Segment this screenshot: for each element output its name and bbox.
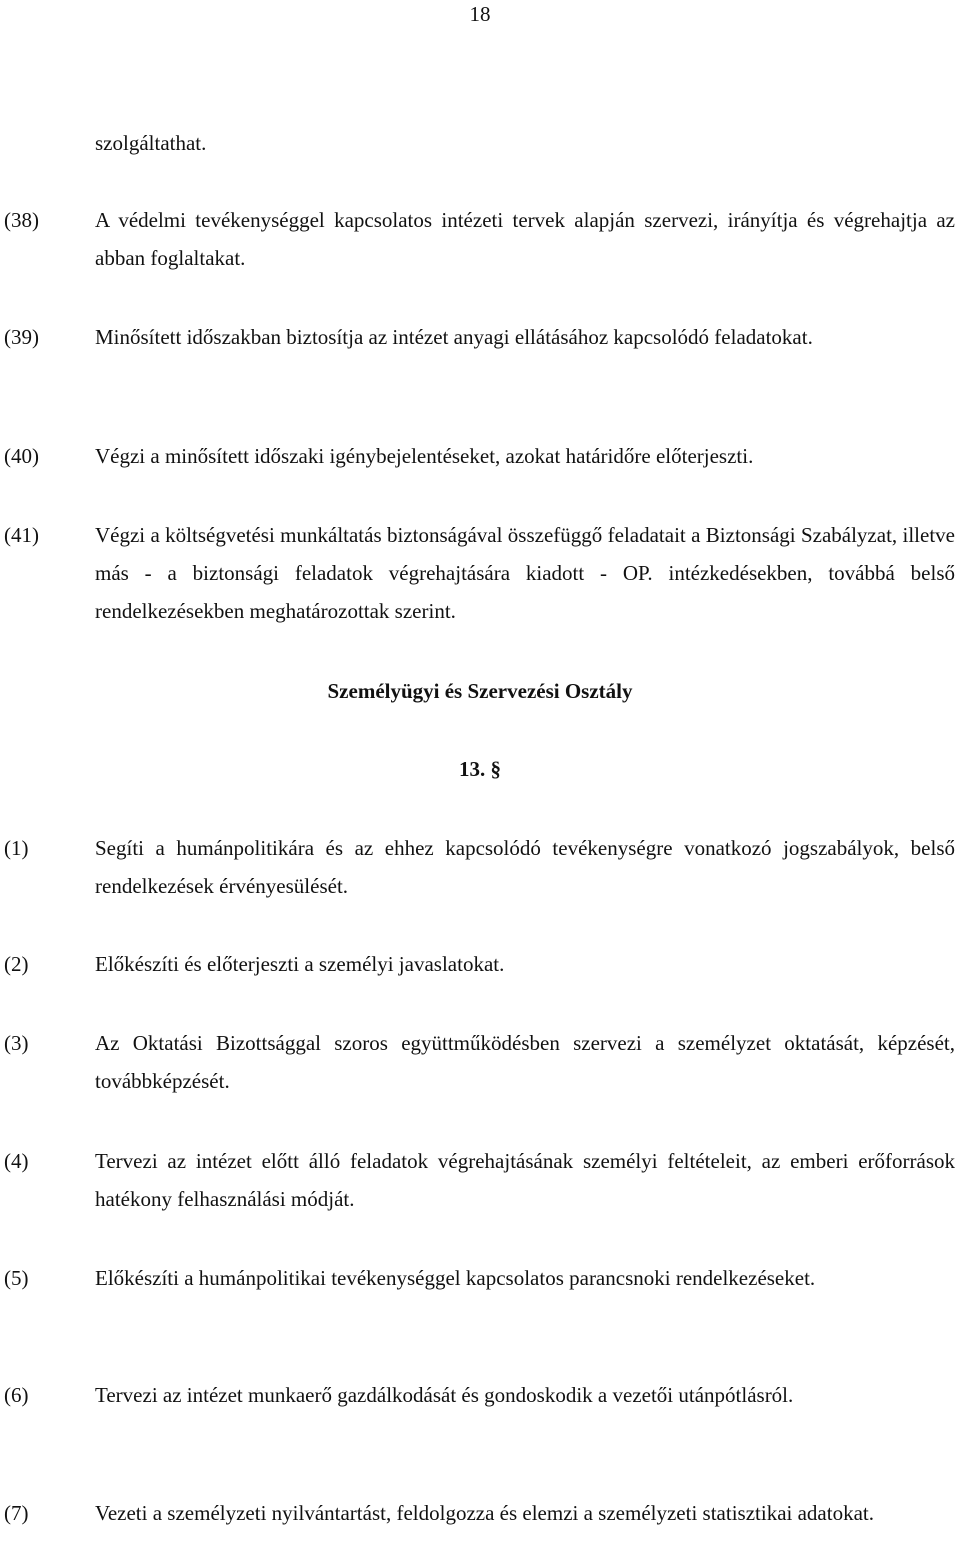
item-text: Tervezi az intézet előtt álló feladatok végrehajtásának személyi feltételeit, az emberi erőforrások hatékony felhasználási módját. [95,1149,955,1211]
item-text: Előkészíti és előterjeszti a személyi javaslatokat. [95,952,505,976]
continuation-text: szolgáltathat. [95,131,207,155]
item-text: Az Oktatási Bizottsággal szoros együttműködésben szervezi a személyzet oktatását, képzését, továbbképzését. [95,1031,955,1093]
item-text: Segíti a humánpolitikára és az ehhez kapcsolódó tevékenységre vonatkozó jogszabályok, belső rendelkezések érvényesülését. [95,836,955,898]
section-number [0,750,960,788]
item-text: Tervezi az intézet munkaerő gazdálkodását és gondoskodik a vezetői utánpótlásról. [95,1383,794,1407]
item-number: (7) [4,1501,29,1525]
item-text: Minősített időszakban biztosítja az intézet anyagi ellátásához kapcsolódó feladatokat. [95,325,813,349]
item-number: (39) [4,325,39,349]
section-heading: Személyügyi és Szervezési Osztály [327,679,633,703]
item-text: Végzi a költségvetési munkáltatás biztonságával összefüggő feladatait a Biztonsági Szabályzat, illetve más - a biztonsági feladatok végrehajtására kiadott - OP. intézkedésekben, továbbá belső rendelkezésekben meghatározottak szerint. [95,523,955,623]
item-number: (1) [4,836,29,860]
item-text: Végzi a minősített időszaki igénybejelentéseket, azokat határidőre előterjeszti. [95,444,754,468]
section-sign: § [485,757,501,781]
item-number: (4) [4,1149,29,1173]
item-text: Előkészíti a humánpolitikai tevékenységgel kapcsolatos parancsnoki rendelkezéseket. [95,1266,816,1290]
item-text: A védelmi tevékenységgel kapcsolatos intézeti tervek alapján szervezi, irányítja és végrehajtja az abban foglaltakat. [95,208,955,270]
item-text: Vezeti a személyzeti nyilvántartást, feldolgozza és elemzi a személyzeti statisztikai adatokat. [95,1501,874,1525]
item-number: (2) [4,952,29,976]
section-number-text: 13. [459,757,486,781]
item-number: (6) [4,1383,29,1407]
page-number: 18 [469,2,491,26]
item-number: (5) [4,1266,29,1290]
item-number: (40) [4,444,39,468]
item-number: (3) [4,1031,29,1055]
item-number: (38) [4,208,39,232]
item-number: (41) [4,523,39,547]
